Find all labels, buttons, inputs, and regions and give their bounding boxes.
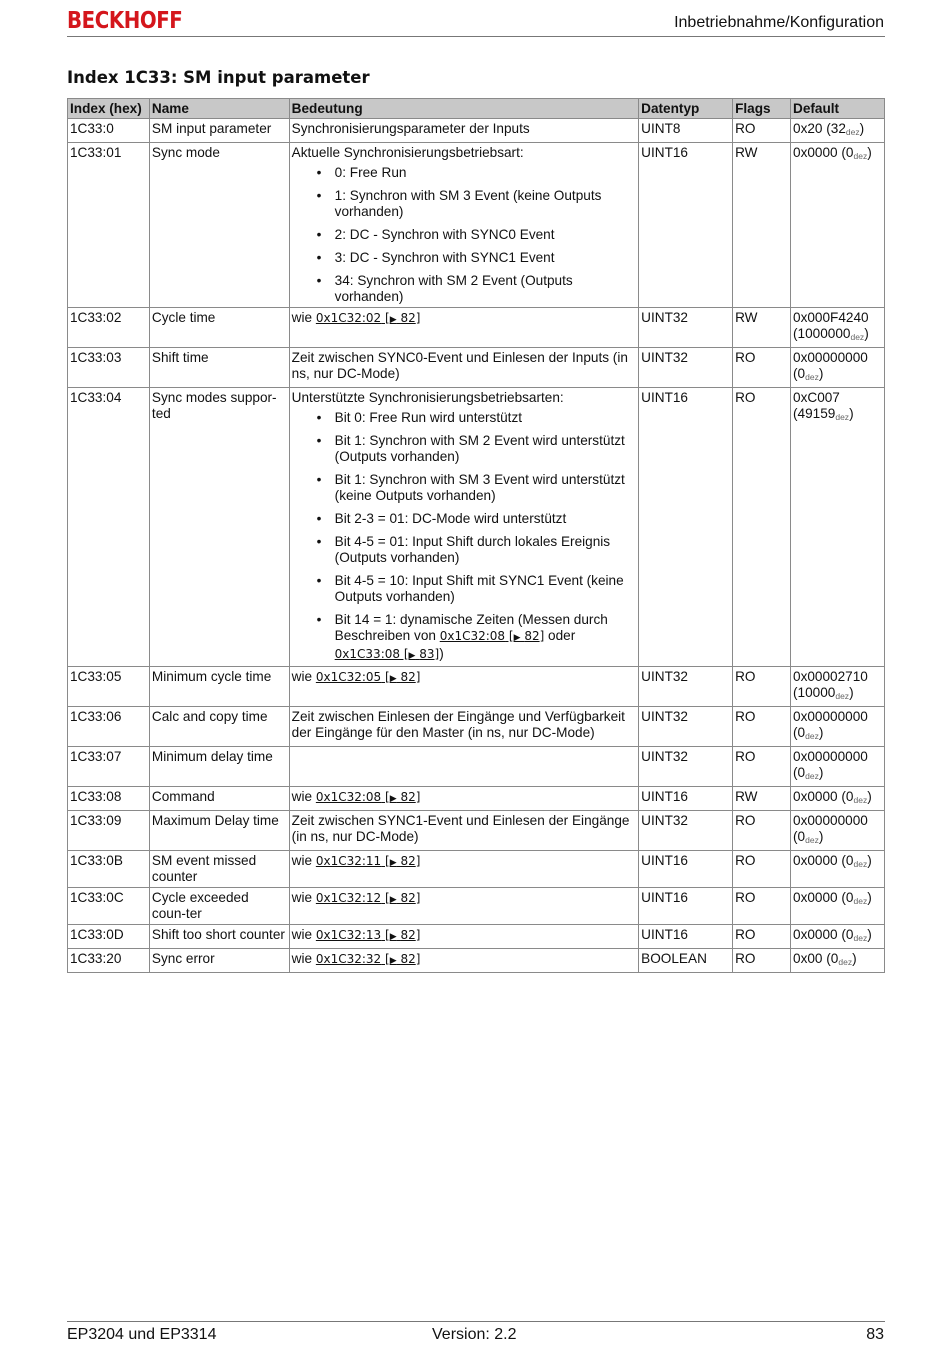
cell-name: SM event missed counter [149, 851, 289, 888]
bullet-text: Bit 14 = 1: dynamische Zeiten (Messen durch Beschreiben von [334, 612, 608, 643]
meaning-intro: Unterstützte Synchronisierungsbetriebsarten: [291, 390, 564, 405]
table-row [68, 388, 885, 667]
cell-default [791, 925, 885, 949]
cell-name: Maximum Delay time [149, 811, 289, 851]
cross-reference-link[interactable]: 0x1C32:13 [▶ 82] [315, 928, 421, 942]
cell-default [791, 707, 885, 747]
table-row [68, 747, 885, 787]
bullet-item: • 3: DC - Synchron with SYNC1 Event [292, 250, 635, 266]
default-value: 0x00000000 (0 [793, 813, 868, 844]
cell-index: 1C33:0D [68, 925, 150, 949]
cell-default [791, 787, 885, 811]
cell-default [791, 851, 885, 888]
bullet-item: • 34: Synchron with SM 2 Event (Outputs vorhanden) [292, 273, 635, 305]
cell-datatype: UINT16 [639, 787, 733, 811]
table-row [68, 925, 885, 949]
default-unit: dez [838, 957, 853, 967]
cell-index: 1C33:05 [68, 667, 150, 707]
cell-index: 1C33:09 [68, 811, 150, 851]
beckhoff-logo: BECKHOFF [67, 8, 183, 34]
cell-index: 1C33:0 [68, 119, 150, 143]
cell-index: 1C33:07 [68, 747, 150, 787]
default-close: ) [852, 951, 857, 966]
table-row [68, 143, 885, 308]
cell-flags: RO [733, 667, 791, 707]
triangle-right-icon: ▶ [389, 858, 397, 868]
triangle-right-icon: ▶ [408, 651, 416, 661]
default-unit: dez [835, 412, 850, 422]
table-header-row [68, 99, 885, 119]
cell-name: Command [149, 787, 289, 811]
header-default: Default [791, 99, 885, 119]
default-unit: dez [853, 859, 868, 869]
cell-meaning: Zeit zwischen SYNC0-Event und Einlesen der Inputs (in ns, nur DC-Mode) [289, 348, 638, 388]
default-unit: dez [845, 127, 860, 137]
cell-default [791, 388, 885, 667]
bullet-text: ) [439, 646, 444, 661]
cell-meaning [289, 667, 638, 707]
ref-page: 83 [419, 647, 435, 661]
default-value: 0x00002710 (10000 [793, 669, 868, 700]
ref-target: 0x1C33:08 [334, 647, 401, 661]
default-unit: dez [853, 933, 868, 943]
cell-datatype: UINT16 [639, 851, 733, 888]
cell-index: 1C33:01 [68, 143, 150, 308]
cell-meaning: Zeit zwischen SYNC1-Event und Einlesen der Eingänge (in ns, nur DC-Mode) [289, 811, 638, 851]
ref-page: 82 [400, 952, 416, 966]
bullet-list [292, 165, 635, 305]
ref-target: 0x1C32:02 [315, 311, 382, 325]
cell-default [791, 667, 885, 707]
default-unit: dez [853, 896, 868, 906]
cell-index: 1C33:0C [68, 888, 150, 925]
cell-meaning [289, 851, 638, 888]
cell-datatype: UINT16 [639, 143, 733, 308]
meaning-prefix: wie [291, 951, 316, 966]
cell-flags: RO [733, 888, 791, 925]
parameter-table [67, 98, 885, 973]
header-meaning: Bedeutung [289, 99, 638, 119]
default-value: 0x0000 (0 [793, 789, 854, 804]
cell-index: 1C33:20 [68, 949, 150, 973]
cross-reference-link[interactable]: 0x1C32:12 [▶ 82] [315, 891, 421, 905]
triangle-right-icon: ▶ [513, 633, 521, 643]
cell-name: Cycle exceeded coun-ter [149, 888, 289, 925]
ref-page: 82 [400, 311, 416, 325]
bullet-item [292, 612, 635, 664]
cell-datatype: BOOLEAN [639, 949, 733, 973]
table-row [68, 787, 885, 811]
cell-datatype: UINT32 [639, 747, 733, 787]
ref-page: 82 [400, 891, 416, 905]
cell-datatype: UINT8 [639, 119, 733, 143]
cell-datatype: UINT32 [639, 308, 733, 348]
default-value: 0x0000 (0 [793, 927, 854, 942]
cross-reference-link[interactable]: 0x1C32:05 [▶ 82] [315, 670, 421, 684]
ref-target: 0x1C32:08 [315, 790, 382, 804]
default-value: 0x00000000 (0 [793, 709, 868, 740]
cell-default [791, 949, 885, 973]
cell-name: Shift time [149, 348, 289, 388]
cell-datatype: UINT32 [639, 667, 733, 707]
cell-default [791, 747, 885, 787]
footer-divider [67, 1321, 885, 1322]
cell-meaning [289, 143, 638, 308]
bullet-item: • Bit 2-3 = 01: DC-Mode wird unterstützt [292, 511, 635, 527]
cross-reference-link[interactable]: 0x1C32:08 [▶ 82] [315, 790, 421, 804]
cell-meaning [289, 949, 638, 973]
cell-name: Calc and copy time [149, 707, 289, 747]
cell-datatype: UINT16 [639, 388, 733, 667]
header-datatype: Datentyp [639, 99, 733, 119]
table-row [68, 811, 885, 851]
cell-flags: RO [733, 348, 791, 388]
ref-page: 82 [524, 629, 540, 643]
default-close: ) [849, 406, 854, 421]
triangle-right-icon: ▶ [389, 794, 397, 804]
cross-reference-link[interactable]: 0x1C32:02 [▶ 82] [315, 311, 421, 325]
bullet-item: • Bit 4-5 = 01: Input Shift durch lokales Ereignis (Outputs vorhanden) [292, 534, 635, 566]
cell-meaning: Synchronisierungsparameter der Inputs [289, 119, 638, 143]
default-unit: dez [805, 771, 819, 781]
default-value: 0x00000000 (0 [793, 749, 868, 780]
default-close: ) [818, 829, 824, 844]
ref-page: 82 [400, 790, 416, 804]
ref-target: 0x1C32:05 [315, 670, 382, 684]
cell-flags: RO [733, 811, 791, 851]
table-row [68, 348, 885, 388]
default-close: ) [818, 725, 824, 740]
cross-reference-link[interactable]: 0x1C32:32 [▶ 82] [315, 952, 421, 966]
header-flags: Flags [733, 99, 791, 119]
cross-reference-link[interactable]: 0x1C32:08 [▶ 82] [439, 629, 545, 643]
default-close: ) [867, 890, 872, 905]
cell-flags: RO [733, 949, 791, 973]
default-unit: dez [835, 691, 850, 701]
default-close: ) [859, 121, 865, 136]
header-name: Name [149, 99, 289, 119]
header-index: Index (hex) [68, 99, 150, 119]
table-row [68, 667, 885, 707]
cell-name: SM input parameter [149, 119, 289, 143]
default-unit: dez [853, 795, 868, 805]
cell-flags: RW [733, 787, 791, 811]
ref-target: 0x1C32:11 [315, 854, 382, 868]
cell-datatype: UINT16 [639, 888, 733, 925]
cell-index: 1C33:08 [68, 787, 150, 811]
cell-flags: RO [733, 119, 791, 143]
cell-index: 1C33:02 [68, 308, 150, 348]
bullet-item: • 2: DC - Synchron with SYNC0 Event [292, 227, 635, 243]
cell-meaning [289, 388, 638, 667]
ref-page: 82 [400, 670, 416, 684]
default-close: ) [867, 145, 872, 160]
default-value: 0x0000 (0 [793, 853, 854, 868]
cell-datatype: UINT32 [639, 707, 733, 747]
default-close: ) [864, 326, 869, 341]
cell-meaning [289, 888, 638, 925]
footer-version: Version: 2.2 [432, 1326, 517, 1343]
cell-flags: RO [733, 707, 791, 747]
cell-flags: RW [733, 143, 791, 308]
meaning-prefix: wie [291, 853, 316, 868]
cell-flags: RO [733, 851, 791, 888]
cell-meaning: Zeit zwischen Einlesen der Eingänge und Verfügbarkeit der Eingänge für den Master (in ns, nur DC-Mode) [289, 707, 638, 747]
ref-page: 82 [400, 854, 416, 868]
footer-page-number: 83 [866, 1326, 884, 1343]
cell-default [791, 143, 885, 308]
table-row [68, 949, 885, 973]
bullet-list [292, 410, 635, 664]
default-close: ) [818, 366, 824, 381]
default-close: ) [867, 789, 872, 804]
cross-reference-link[interactable]: 0x1C33:08 [▶ 83] [334, 647, 440, 661]
bullet-item: • Bit 1: Synchron with SM 3 Event wird unterstützt (keine Outputs vorhanden) [292, 472, 635, 504]
cell-name: Sync modes suppor-ted [149, 388, 289, 667]
default-close: ) [818, 765, 824, 780]
default-value: 0x0000 (0 [793, 145, 854, 160]
table-row [68, 308, 885, 348]
cell-name: Shift too short counter [149, 925, 289, 949]
cell-flags: RW [733, 308, 791, 348]
cell-name: Sync mode [149, 143, 289, 308]
cell-flags: RO [733, 925, 791, 949]
default-unit: dez [805, 731, 819, 741]
cell-default [791, 308, 885, 348]
ref-target: 0x1C32:13 [315, 928, 382, 942]
default-value: 0x0000 (0 [793, 890, 854, 905]
default-unit: dez [850, 332, 865, 342]
default-value: 0x000F4240 (1000000 [793, 310, 869, 341]
meaning-prefix: wie [291, 890, 316, 905]
triangle-right-icon: ▶ [389, 895, 397, 905]
bullet-item: • 1: Synchron with SM 3 Event (keine Outputs vorhanden) [292, 188, 635, 220]
cell-meaning [289, 308, 638, 348]
triangle-right-icon: ▶ [389, 932, 397, 942]
page-title: Index 1C33: SM input parameter [67, 68, 370, 87]
cell-name: Minimum delay time [149, 747, 289, 787]
table-row [68, 707, 885, 747]
meaning-intro: Aktuelle Synchronisierungsbetriebsart: [291, 145, 524, 160]
default-value: 0xC007 (49159 [793, 390, 840, 421]
cell-flags: RO [733, 388, 791, 667]
default-unit: dez [805, 372, 819, 382]
cell-index: 1C33:03 [68, 348, 150, 388]
table-row [68, 851, 885, 888]
bullet-item: • 0: Free Run [292, 165, 635, 181]
cell-meaning [289, 787, 638, 811]
table-row [68, 119, 885, 143]
bullet-item: • Bit 1: Synchron with SM 2 Event wird unterstützt (Outputs vorhanden) [292, 433, 635, 465]
cell-datatype: UINT16 [639, 925, 733, 949]
meaning-prefix: wie [291, 669, 316, 684]
cell-default [791, 119, 885, 143]
ref-target: 0x1C32:32 [315, 952, 382, 966]
cell-datatype: UINT32 [639, 811, 733, 851]
cell-index: 1C33:06 [68, 707, 150, 747]
meaning-prefix: wie [291, 927, 316, 942]
default-unit: dez [853, 151, 868, 161]
triangle-right-icon: ▶ [389, 315, 397, 325]
cell-default [791, 888, 885, 925]
bullet-item: • Bit 0: Free Run wird unterstützt [292, 410, 635, 426]
footer-product: EP3204 und EP3314 [67, 1326, 217, 1343]
cell-index: 1C33:04 [68, 388, 150, 667]
cell-default [791, 348, 885, 388]
cell-datatype: UINT32 [639, 348, 733, 388]
cell-index: 1C33:0B [68, 851, 150, 888]
default-close: ) [867, 853, 872, 868]
ref-page: 82 [400, 928, 416, 942]
default-value: 0x20 (32 [793, 121, 846, 136]
triangle-right-icon: ▶ [389, 956, 397, 966]
default-close: ) [849, 685, 854, 700]
default-value: 0x00000000 (0 [793, 350, 868, 381]
triangle-right-icon: ▶ [389, 674, 397, 684]
ref-target: 0x1C32:12 [315, 891, 382, 905]
cell-name: Sync error [149, 949, 289, 973]
cell-name: Minimum cycle time [149, 667, 289, 707]
table-row [68, 888, 885, 925]
default-value: 0x00 (0 [793, 951, 839, 966]
bullet-item: • Bit 4-5 = 10: Input Shift mit SYNC1 Event (keine Outputs vorhanden) [292, 573, 635, 605]
section-title: Inbetriebnahme/Konfiguration [674, 14, 884, 31]
bullet-text: oder [544, 628, 576, 643]
meaning-prefix: wie [291, 310, 316, 325]
default-unit: dez [805, 835, 819, 845]
cell-name: Cycle time [149, 308, 289, 348]
cross-reference-link[interactable]: 0x1C32:11 [▶ 82] [315, 854, 421, 868]
ref-target: 0x1C32:08 [439, 629, 506, 643]
cell-flags: RO [733, 747, 791, 787]
cell-default [791, 811, 885, 851]
cell-meaning [289, 747, 638, 787]
default-close: ) [867, 927, 872, 942]
header-divider [67, 36, 885, 37]
meaning-prefix: wie [291, 789, 316, 804]
cell-meaning [289, 925, 638, 949]
